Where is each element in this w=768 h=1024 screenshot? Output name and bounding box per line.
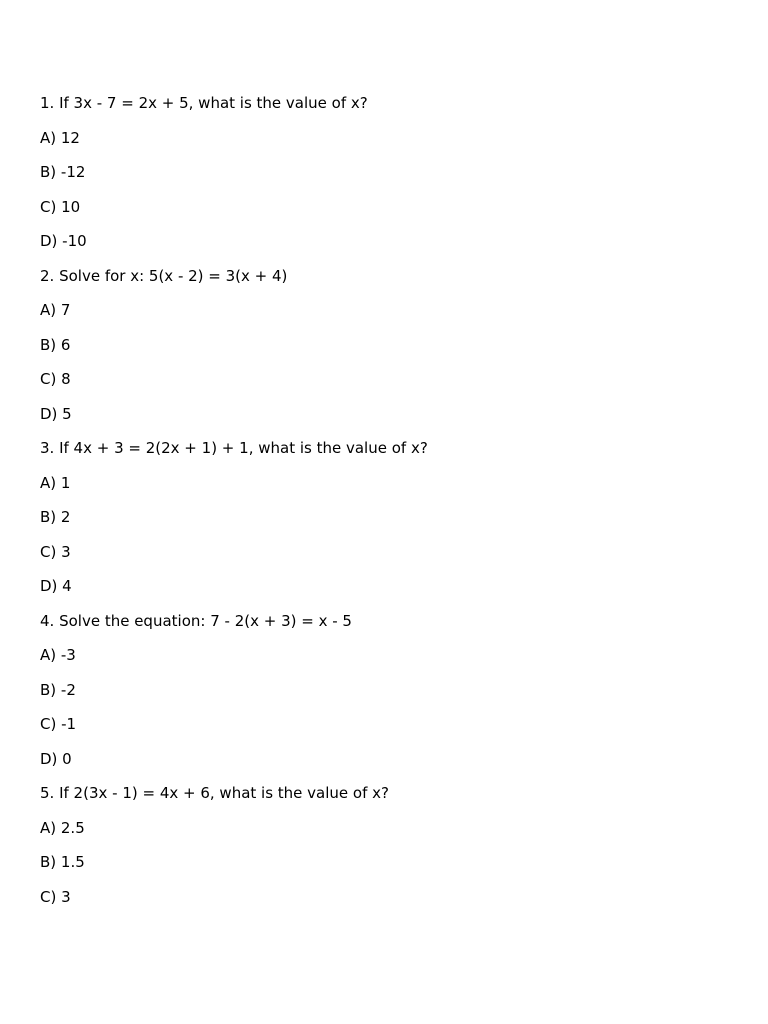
- question-2: [40, 266, 740, 424]
- question-text: 5. If 2(3x - 1) = 4x + 6, what is the value of x?: [40, 784, 389, 802]
- answer-option: D) 5: [40, 404, 72, 423]
- answer-option: D) 0: [40, 749, 72, 768]
- answer-option: C) 10: [40, 197, 81, 216]
- question-text: 3. If 4x + 3 = 2(2x + 1) + 1, what is the value of x?: [40, 439, 428, 457]
- answer-option: A) -3: [40, 646, 76, 664]
- answer-option: B) 6: [40, 335, 71, 354]
- answer-option: A) 12: [40, 128, 80, 147]
- answer-option: C) -1: [40, 715, 77, 733]
- answer-option: A) 1: [40, 473, 71, 492]
- document-page: [40, 93, 740, 921]
- answer-option: C) 3: [40, 887, 71, 906]
- answer-option: D) -10: [40, 232, 87, 250]
- answer-option: C) 8: [40, 370, 71, 388]
- answer-option: B) -2: [40, 680, 76, 699]
- question-1: [40, 93, 740, 251]
- answer-option: B) 2: [40, 508, 71, 526]
- question-text: 1. If 3x - 7 = 2x + 5, what is the value of x?: [40, 94, 368, 112]
- question-text: 2. Solve for x: 5(x - 2) = 3(x + 4): [40, 266, 288, 285]
- answer-option: A) 2.5: [40, 818, 85, 837]
- question-3: [40, 438, 740, 596]
- question-text: 4. Solve the equation: 7 - 2(x + 3) = x - 5: [40, 611, 352, 630]
- question-5: [40, 783, 740, 907]
- answer-option: D) 4: [40, 577, 72, 595]
- question-4: [40, 611, 740, 769]
- answer-option: C) 3: [40, 542, 71, 561]
- answer-option: A) 7: [40, 301, 71, 319]
- answer-option: B) 1.5: [40, 853, 85, 871]
- answer-option: B) -12: [40, 163, 86, 181]
